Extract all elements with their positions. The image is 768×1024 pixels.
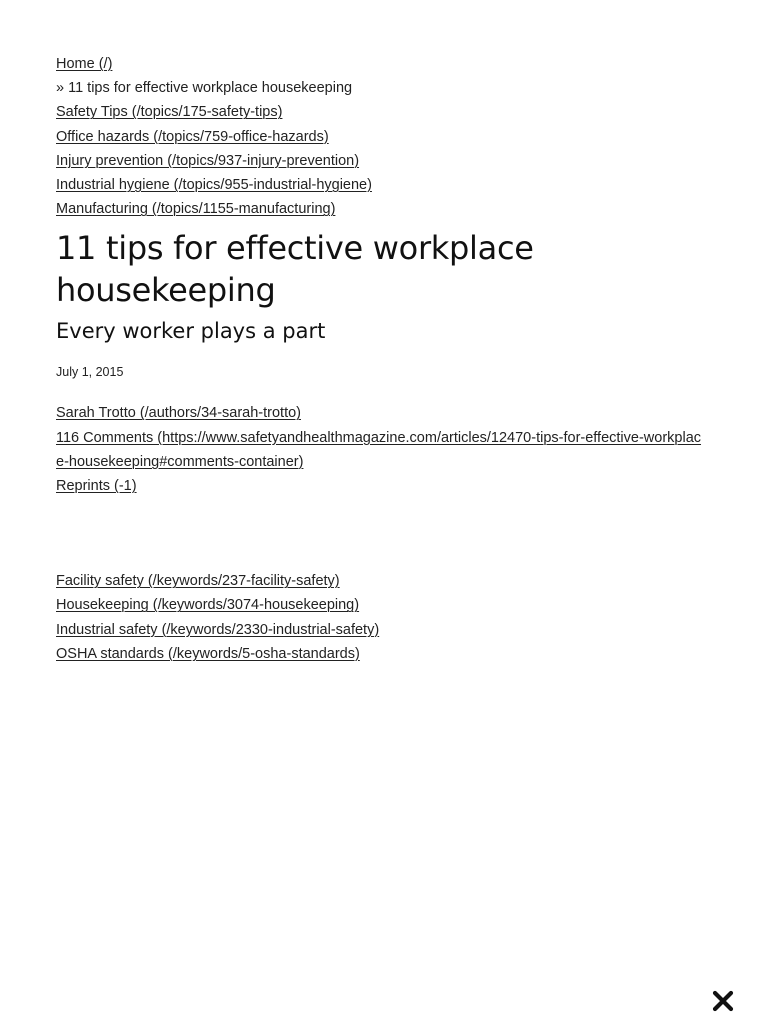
close-x-icon <box>712 990 734 1012</box>
close-button[interactable] <box>712 990 734 1012</box>
topic-link-office-hazards[interactable]: Office hazards (/topics/759-office-hazards) <box>56 128 329 145</box>
keyword-link-industrial-safety[interactable]: Industrial safety (/keywords/2330-industrial-safety) <box>56 621 380 638</box>
keyword-link-housekeeping[interactable]: Housekeeping (/keywords/3074-housekeeping) <box>56 597 360 614</box>
topic-link-manufacturing[interactable]: Manufacturing (/topics/1155-manufacturing) <box>56 201 336 218</box>
publish-date: July 1, 2015 <box>56 365 124 380</box>
keyword-links <box>56 569 706 666</box>
breadcrumb-current: » 11 tips for effective workplace housekeeping <box>56 80 353 97</box>
topic-link-injury-prevention[interactable]: Injury prevention (/topics/937-injury-prevention) <box>56 152 360 169</box>
reprints-link[interactable]: Reprints (-1) <box>56 478 137 495</box>
keyword-link-facility-safety[interactable]: Facility safety (/keywords/237-facility-safety) <box>56 573 340 590</box>
topic-link-industrial-hygiene[interactable]: Industrial hygiene (/topics/955-industrial-hygiene) <box>56 177 372 194</box>
topic-links <box>56 100 706 221</box>
article-header <box>56 52 706 666</box>
article-meta-links <box>56 401 706 498</box>
comments-link[interactable]: 116 Comments (https://www.safetyandhealthmagazine.com/articles/12470-tips-for-effective-workplace-housekeeping#comments-container) <box>56 429 702 470</box>
author-link[interactable]: Sarah Trotto (/authors/34-sarah-trotto) <box>56 405 301 422</box>
keyword-link-osha-standards[interactable]: OSHA standards (/keywords/5-osha-standards) <box>56 645 360 662</box>
breadcrumb-home-link[interactable]: Home (/) <box>56 56 113 72</box>
page-subtitle: Every worker plays a part <box>56 319 326 344</box>
topic-link-safety-tips[interactable]: Safety Tips (/topics/175-safety-tips) <box>56 104 283 121</box>
page-title: 11 tips for effective workplace housekeeping <box>56 229 534 310</box>
breadcrumb <box>56 52 706 100</box>
